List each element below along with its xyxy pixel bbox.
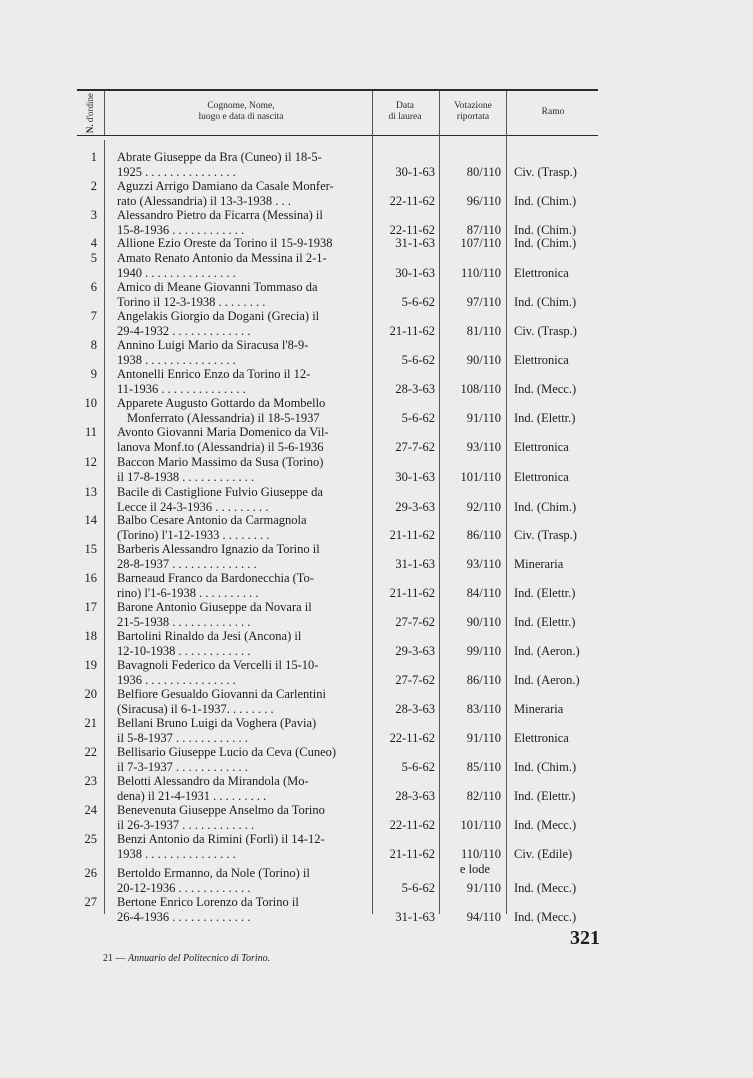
row-name-birth	[117, 832, 369, 861]
vote-value: 80/110	[466, 164, 501, 179]
name-line: Benevenuta Giuseppe Anselmo da Torino	[117, 803, 325, 817]
row-branch: Elettronica	[514, 439, 569, 454]
row-graduation-date: 27-7-62	[395, 672, 435, 687]
row-branch: Elettronica	[514, 730, 569, 745]
vote-value: 110/110	[460, 846, 501, 861]
name-line: Balbo Cesare Antonio da Carmagnola	[117, 513, 307, 527]
name-line: Bertone Enrico Lorenzo da Torino il	[117, 895, 299, 909]
row-graduation-date: 5-6-62	[401, 294, 435, 309]
row-vote	[441, 194, 501, 209]
row-name-birth	[117, 396, 369, 425]
row-graduation-date: 29-3-63	[395, 643, 435, 658]
name-line: Bertoldo Ermanno, da Nole (Torino) il	[117, 866, 310, 880]
header-vote-column	[440, 101, 506, 123]
row-graduation-date: 21-11-62	[389, 585, 435, 600]
row-number: 21	[84, 716, 97, 730]
row-branch: Ind. (Elettr.)	[514, 788, 576, 803]
row-vote	[441, 673, 501, 688]
header-date-line1: Data	[396, 101, 414, 111]
row-graduation-date: 5-6-62	[401, 880, 435, 895]
row-graduation-date: 30-1-63	[395, 469, 435, 484]
row-number: 25	[84, 832, 97, 846]
row-vote	[441, 731, 501, 746]
row-name-birth	[117, 485, 369, 514]
row-branch: Elettronica	[514, 469, 569, 484]
row-number: 1	[90, 150, 97, 164]
footer	[103, 953, 270, 964]
row-branch: Civ. (Edile)	[514, 846, 573, 861]
row-name-birth	[117, 542, 369, 571]
row-name-birth	[117, 745, 369, 774]
row-vote	[441, 266, 501, 281]
vote-value: 85/110	[466, 759, 501, 774]
row-number: 8	[90, 338, 97, 352]
row-vote	[441, 818, 501, 833]
row-graduation-date: 27-7-62	[395, 439, 435, 454]
name-line: Amico di Meane Giovanni Tommaso da	[117, 280, 318, 294]
row-number: 11	[84, 425, 97, 439]
row-number: 12	[84, 455, 97, 469]
row-number: 13	[84, 485, 97, 499]
vote-value: 93/110	[466, 556, 501, 571]
name-line: (Torino) l'1-12-1933 . . . . . . . .	[117, 527, 270, 542]
name-line: 12-10-1938 . . . . . . . . . . . .	[117, 643, 251, 658]
name-line: il 5-8-1937 . . . . . . . . . . . .	[117, 730, 248, 745]
name-line: 21-5-1938 . . . . . . . . . . . . .	[117, 614, 251, 629]
row-name-birth	[117, 236, 369, 251]
name-line: Apparete Augusto Gottardo da Mombello	[117, 396, 326, 410]
row-vote	[441, 644, 501, 659]
vote-value: 94/110	[466, 909, 501, 924]
row-number: 22	[84, 745, 97, 759]
row-name-birth	[117, 600, 369, 629]
row-name-birth	[117, 280, 369, 309]
row-vote	[441, 789, 501, 804]
name-line: Belfiore Gesualdo Giovanni da Carlentini	[117, 687, 326, 701]
row-branch: Ind. (Mecc.)	[514, 381, 577, 396]
name-line: Avonto Giovanni Maria Domenico da Vil-	[117, 425, 329, 439]
row-vote	[441, 586, 501, 601]
row-graduation-date: 21-11-62	[389, 527, 435, 542]
page-number: 321	[570, 927, 600, 949]
row-number: 7	[90, 309, 97, 323]
row-number: 5	[90, 251, 97, 265]
row-name-birth	[117, 251, 369, 280]
row-name-birth	[117, 367, 369, 396]
row-branch: Civ. (Trasp.)	[514, 323, 577, 338]
name-line: Antonelli Enrico Enzo da Torino il 12-	[117, 367, 311, 381]
row-branch: Ind. (Chim.)	[514, 294, 577, 309]
row-name-birth	[117, 425, 369, 454]
row-branch: Ind. (Chim.)	[514, 236, 577, 250]
vote-value: 90/110	[466, 352, 501, 367]
row-vote	[441, 295, 501, 310]
name-line: 1936 . . . . . . . . . . . . . . .	[117, 672, 236, 687]
header-name-line1: Cognome, Nome,	[207, 101, 275, 111]
row-name-birth	[117, 513, 369, 542]
name-line: Annino Luigi Mario da Siracusa l'8-9-	[117, 338, 309, 352]
row-branch: Ind. (Chim.)	[514, 193, 577, 208]
row-graduation-date: 30-1-63	[395, 265, 435, 280]
header-bottom-rule	[77, 135, 598, 136]
row-name-birth	[117, 150, 369, 179]
row-name-birth	[117, 571, 369, 600]
name-line: 20-12-1936 . . . . . . . . . . . .	[117, 880, 251, 895]
row-number: 3	[90, 208, 97, 222]
row-number: 16	[84, 571, 97, 585]
name-line: rato (Alessandria) il 13-3-1938 . . .	[117, 193, 291, 208]
row-name-birth	[117, 658, 369, 687]
header-vote-line1: Votazione	[454, 101, 492, 111]
vote-value: 93/110	[466, 439, 501, 454]
header-order-number	[77, 92, 103, 134]
row-graduation-date: 22-11-62	[389, 730, 435, 745]
row-number: 26	[84, 866, 97, 880]
vote-value: 82/110	[466, 788, 501, 803]
row-branch: Ind. (Aeron.)	[514, 643, 580, 658]
row-graduation-date: 31-1-63	[395, 236, 435, 250]
name-line: 26-4-1936 . . . . . . . . . . . . .	[117, 909, 251, 924]
name-line: 1938 . . . . . . . . . . . . . . .	[117, 352, 236, 367]
row-vote	[441, 353, 501, 368]
name-line: 11-1936 . . . . . . . . . . . . . .	[117, 381, 246, 396]
row-number: 15	[84, 542, 97, 556]
row-vote	[441, 382, 501, 397]
vote-honors: e lode	[459, 861, 491, 876]
vote-value: 96/110	[466, 193, 501, 208]
vote-value: 81/110	[466, 323, 501, 338]
row-branch: Ind. (Elettr.)	[514, 585, 576, 600]
row-vote	[441, 702, 501, 717]
row-graduation-date: 30-1-63	[395, 164, 435, 179]
row-number: 10	[84, 396, 97, 410]
row-graduation-date: 28-3-63	[395, 701, 435, 716]
row-name-birth	[117, 455, 369, 484]
row-vote	[441, 236, 501, 251]
row-graduation-date: 22-11-62	[389, 222, 435, 237]
row-graduation-date: 22-11-62	[389, 817, 435, 832]
header-order-label: d'ordine	[85, 92, 95, 123]
row-name-birth	[117, 179, 369, 208]
row-graduation-date: 21-11-62	[389, 846, 435, 861]
vote-value: 91/110	[466, 410, 501, 425]
row-name-birth	[117, 895, 369, 924]
row-number: 18	[84, 629, 97, 643]
row-graduation-date: 5-6-62	[401, 352, 435, 367]
row-name-birth	[117, 338, 369, 367]
name-line: dena) il 21-4-1931 . . . . . . . . .	[117, 788, 267, 803]
name-line: Bacile di Castiglione Fulvio Giuseppe da	[117, 485, 323, 499]
name-line: Alessandro Pietro da Ficarra (Messina) il	[117, 208, 323, 222]
row-name-birth	[117, 866, 369, 895]
name-line: Bellani Bruno Luigi da Voghera (Pavia)	[117, 716, 317, 730]
vote-value: 86/110	[466, 527, 501, 542]
vote-value: 90/110	[466, 614, 501, 629]
name-line: lanova Monf.to (Alessandria) il 5-6-1936	[117, 439, 324, 454]
table-top-rule	[77, 89, 598, 91]
row-branch: Mineraria	[514, 556, 564, 571]
vote-value: 91/110	[466, 730, 501, 745]
row-branch: Civ. (Trasp.)	[514, 527, 577, 542]
row-vote	[441, 760, 501, 775]
row-branch: Ind. (Chim.)	[514, 222, 577, 237]
col-separator	[104, 140, 105, 914]
vote-value: 101/110	[460, 817, 501, 832]
name-line: Allione Ezio Oreste da Torino il 15-9-1938	[117, 236, 333, 250]
header-name-column	[110, 101, 372, 123]
header-date-column	[372, 101, 438, 123]
row-vote	[441, 615, 501, 630]
name-line: 1940 . . . . . . . . . . . . . . .	[117, 265, 236, 280]
name-line: Lecce il 24-3-1936 . . . . . . . . .	[117, 499, 269, 514]
header-order-num: N.	[85, 124, 95, 134]
row-name-birth	[117, 716, 369, 745]
name-line: Amato Renato Antonio da Messina il 2-1-	[117, 251, 327, 265]
row-branch: Ind. (Elettr.)	[514, 410, 576, 425]
row-branch: Ind. (Aeron.)	[514, 672, 580, 687]
name-line: Bartolini Rinaldo da Jesi (Ancona) il	[117, 629, 302, 643]
name-line: 29-4-1932 . . . . . . . . . . . . .	[117, 323, 251, 338]
name-line: (Siracusa) il 6-1-1937. . . . . . . .	[117, 701, 274, 716]
name-line: Bellisario Giuseppe Lucio da Ceva (Cuneo)	[117, 745, 337, 759]
name-line: il 26-3-1937 . . . . . . . . . . . .	[117, 817, 255, 832]
row-number: 19	[84, 658, 97, 672]
row-number: 6	[90, 280, 97, 294]
row-graduation-date: 5-6-62	[401, 759, 435, 774]
vote-value: 86/110	[466, 672, 501, 687]
row-name-birth	[117, 309, 369, 338]
row-number: 4	[90, 236, 97, 250]
row-graduation-date: 28-3-63	[395, 788, 435, 803]
row-branch: Elettronica	[514, 352, 569, 367]
row-vote	[441, 470, 501, 485]
row-graduation-date: 5-6-62	[401, 410, 435, 425]
row-branch: Civ. (Trasp.)	[514, 164, 577, 179]
row-vote	[441, 557, 501, 572]
row-graduation-date: 21-11-62	[389, 323, 435, 338]
vote-value: 101/110	[460, 469, 501, 484]
row-number: 20	[84, 687, 97, 701]
name-line: Baccon Mario Massimo da Susa (Torino)	[117, 455, 324, 469]
name-line: 1925 . . . . . . . . . . . . . . .	[117, 164, 236, 179]
name-line: Benzi Antonio da Rimini (Forlì) il 14-12-	[117, 832, 325, 846]
vote-value: 87/110	[466, 222, 501, 237]
row-branch: Mineraria	[514, 701, 564, 716]
row-branch: Ind. (Chim.)	[514, 499, 577, 514]
name-line: 28-8-1937 . . . . . . . . . . . . . .	[117, 556, 257, 571]
row-graduation-date: 31-1-63	[395, 556, 435, 571]
vote-value: 99/110	[466, 643, 501, 658]
vote-value: 83/110	[466, 701, 501, 716]
row-branch: Ind. (Mecc.)	[514, 880, 577, 895]
row-name-birth	[117, 208, 369, 237]
row-number: 2	[90, 179, 97, 193]
name-line: Monferrato (Alessandria) il 18-5-1937	[127, 410, 320, 425]
name-line: Aguzzi Arrigo Damiano da Casale Monfer-	[117, 179, 334, 193]
row-graduation-date: 28-3-63	[395, 381, 435, 396]
row-name-birth	[117, 687, 369, 716]
vote-value: 84/110	[466, 585, 501, 600]
row-vote	[441, 528, 501, 543]
header-name-line2: luogo e data di nascita	[198, 112, 284, 122]
row-graduation-date: 27-7-62	[395, 614, 435, 629]
row-branch: Ind. (Mecc.)	[514, 817, 577, 832]
row-graduation-date: 31-1-63	[395, 909, 435, 924]
col-separator	[372, 91, 373, 914]
row-vote	[441, 165, 501, 180]
name-line: il 17-8-1938 . . . . . . . . . . . .	[117, 469, 255, 484]
vote-value: 110/110	[460, 265, 501, 280]
footer-prefix: 21 —	[103, 953, 126, 964]
vote-value: 97/110	[466, 294, 501, 309]
vote-value: 108/110	[460, 381, 501, 396]
name-line: Barberis Alessandro Ignazio da Torino il	[117, 542, 320, 556]
row-vote	[441, 881, 501, 896]
header-branch-column	[506, 107, 600, 118]
name-line: Barone Antonio Giuseppe da Novara il	[117, 600, 312, 614]
row-vote	[441, 847, 501, 877]
name-line: il 7-3-1937 . . . . . . . . . . . .	[117, 759, 248, 774]
row-vote	[441, 411, 501, 426]
row-number: 17	[84, 600, 97, 614]
name-line: Belotti Alessandro da Mirandola (Mo-	[117, 774, 309, 788]
row-vote	[441, 324, 501, 339]
vote-value: 91/110	[466, 880, 501, 895]
row-number: 14	[84, 513, 97, 527]
row-graduation-date: 22-11-62	[389, 193, 435, 208]
row-name-birth	[117, 774, 369, 803]
name-line: Barneaud Franco da Bardonecchia (To-	[117, 571, 314, 585]
col-separator	[104, 91, 105, 135]
row-branch: Ind. (Chim.)	[514, 759, 577, 774]
vote-value: 92/110	[466, 499, 501, 514]
header-date-line2: di laurea	[388, 112, 422, 122]
vote-value: 107/110	[460, 236, 501, 250]
name-line: rino) l'1-6-1938 . . . . . . . . . .	[117, 585, 259, 600]
row-name-birth	[117, 629, 369, 658]
name-line: Abrate Giuseppe da Bra (Cuneo) il 18-5-	[117, 150, 322, 164]
footer-title: Annuario del Politecnico di Torino.	[128, 953, 271, 964]
row-number: 9	[90, 367, 97, 381]
row-number: 27	[84, 895, 97, 909]
col-separator	[506, 91, 507, 914]
header-vote-line2: riportata	[456, 112, 490, 122]
name-line: 1938 . . . . . . . . . . . . . . .	[117, 846, 236, 861]
row-number: 23	[84, 774, 97, 788]
row-branch: Ind. (Elettr.)	[514, 614, 576, 629]
name-line: 15-8-1936 . . . . . . . . . . . .	[117, 222, 245, 237]
row-number: 24	[84, 803, 97, 817]
row-branch: Elettronica	[514, 265, 569, 280]
row-branch: Ind. (Mecc.)	[514, 909, 577, 924]
name-line: Bavagnoli Federico da Vercelli il 15-10-	[117, 658, 319, 672]
row-vote	[441, 500, 501, 515]
header-branch-label: Ramo	[541, 107, 565, 117]
row-name-birth	[117, 803, 369, 832]
row-graduation-date: 29-3-63	[395, 499, 435, 514]
row-vote	[441, 910, 501, 925]
col-separator	[439, 91, 440, 914]
name-line: Torino il 12-3-1938 . . . . . . . .	[117, 294, 266, 309]
row-vote	[441, 440, 501, 455]
name-line: Angelakis Giorgio da Dogani (Grecia) il	[117, 309, 320, 323]
